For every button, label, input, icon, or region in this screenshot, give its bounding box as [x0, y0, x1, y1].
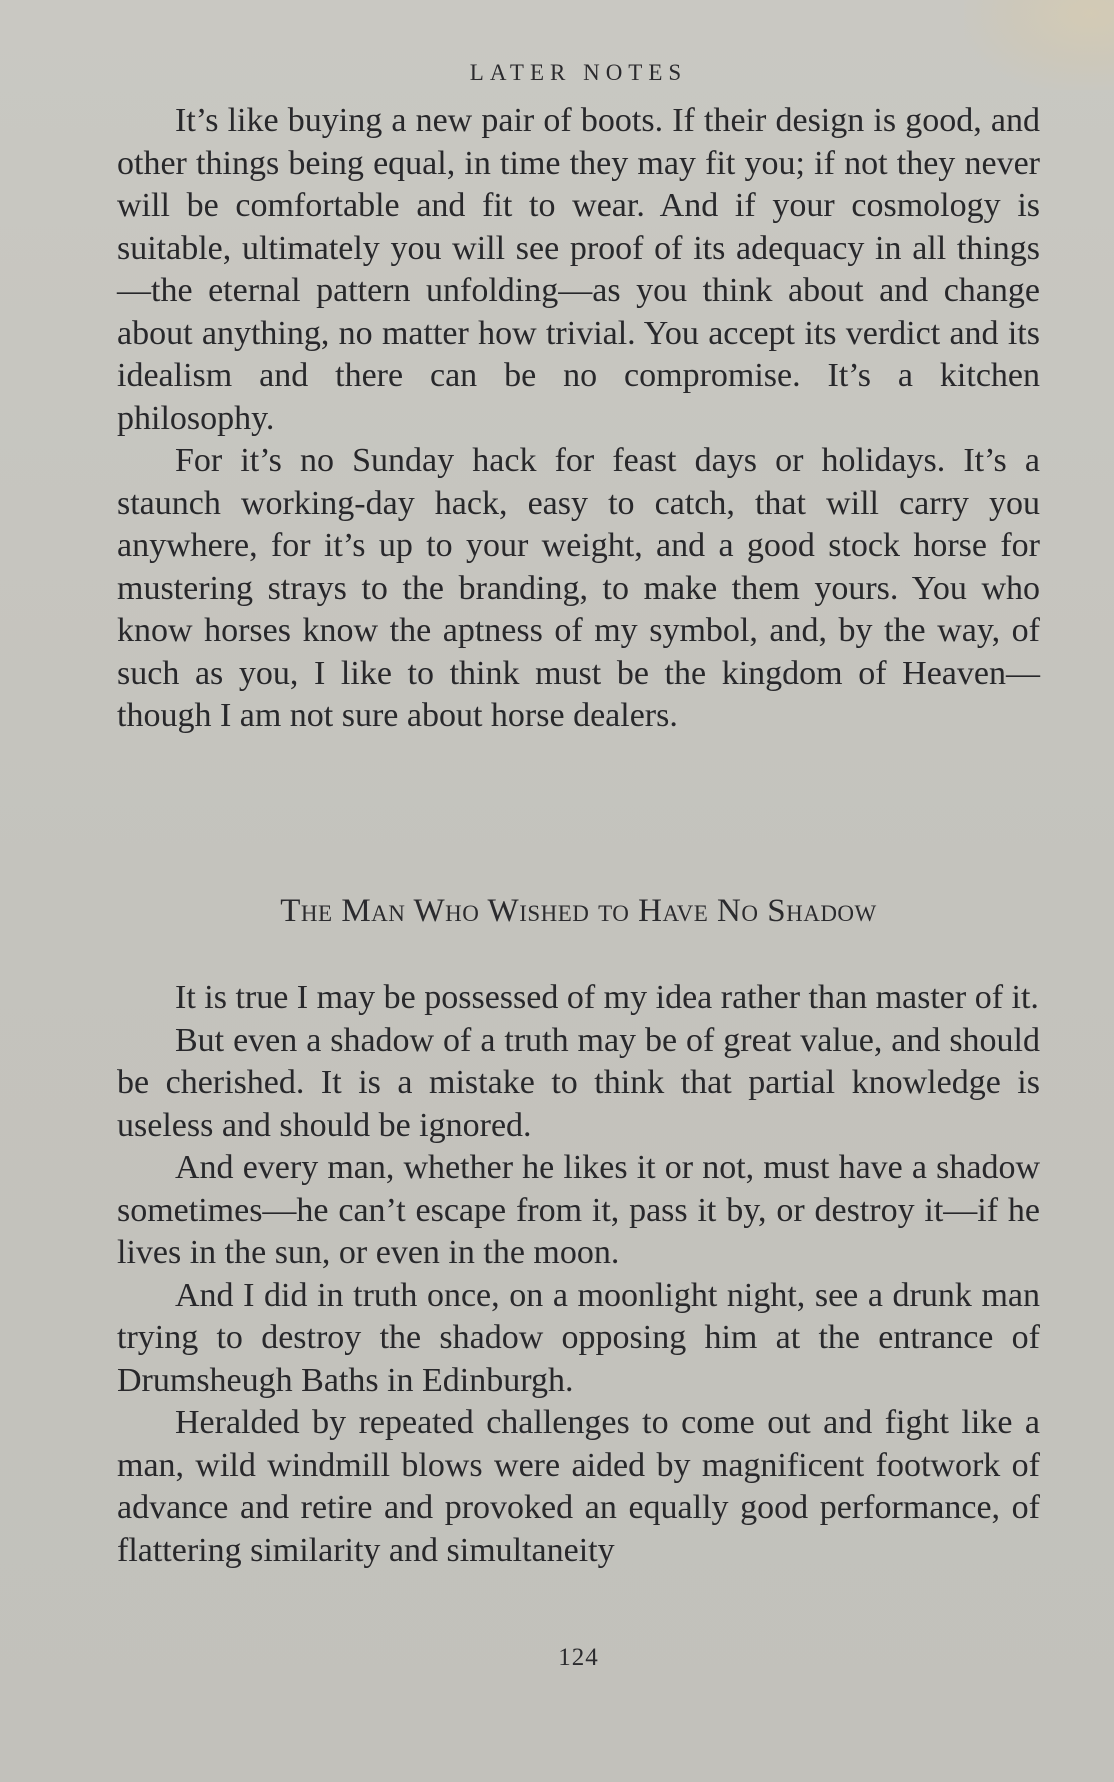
book-page [117, 0, 1040, 1782]
section-1-text [117, 100, 1040, 738]
paragraph: It’s like buying a new pair of boots. If their design is good, and other things being equal, in time they may fit you; if not they never will be comfortable and fit to wear. And if your cosmology is suitable, ultimately you will see proof of its adequacy in all things—the eternal pattern unfolding—as you think about and change about anything, no matter how trivial. You accept its verdict and its idealism and there can be no compromise. It’s a kitchen philosophy. [117, 102, 1040, 437]
paragraph: And I did in truth once, on a moonlight night, see a drunk man trying to destroy the shadow opposing him at the entrance of Drumsheugh Baths in Edinburgh. [117, 1276, 1040, 1399]
paragraph: It is true I may be possessed of my idea rather than master of it. [175, 979, 1039, 1016]
paragraph: But even a shadow of a truth may be of great value, and should be cherished. It is a mistake to think that partial knowledge is useless and should be ignored. [117, 1021, 1040, 1144]
running-head: LATER NOTES [469, 60, 688, 85]
page-number: 124 [558, 1644, 599, 1671]
paragraph: Heralded by repeated challenges to come out and fight like a man, wild windmill blows were aided by magnificent footwork of advance and retire and provoked an equally good performance, of flattering similarity and simultaneity [117, 1404, 1040, 1569]
section-title: The Man Who Wished to Have No Shadow [280, 893, 877, 929]
section-2-text [117, 977, 1040, 1572]
paragraph: For it’s no Sunday hack for feast days or holidays. It’s a staunch working-day hack, easy to catch, that will carry you anywhere, for it’s up to your weight, and a good stock horse for mustering strays to the branding, to make them yours. You who know horses know the aptness of my symbol, and, by the way, of such as you, I like to think must be the kingdom of Heaven—though I am not sure about horse dealers. [117, 442, 1040, 734]
paragraph: And every man, whether he likes it or not, must have a shadow sometimes—he can’t escape from it, pass it by, or destroy it—if he lives in the sun, or even in the moon. [117, 1149, 1040, 1271]
